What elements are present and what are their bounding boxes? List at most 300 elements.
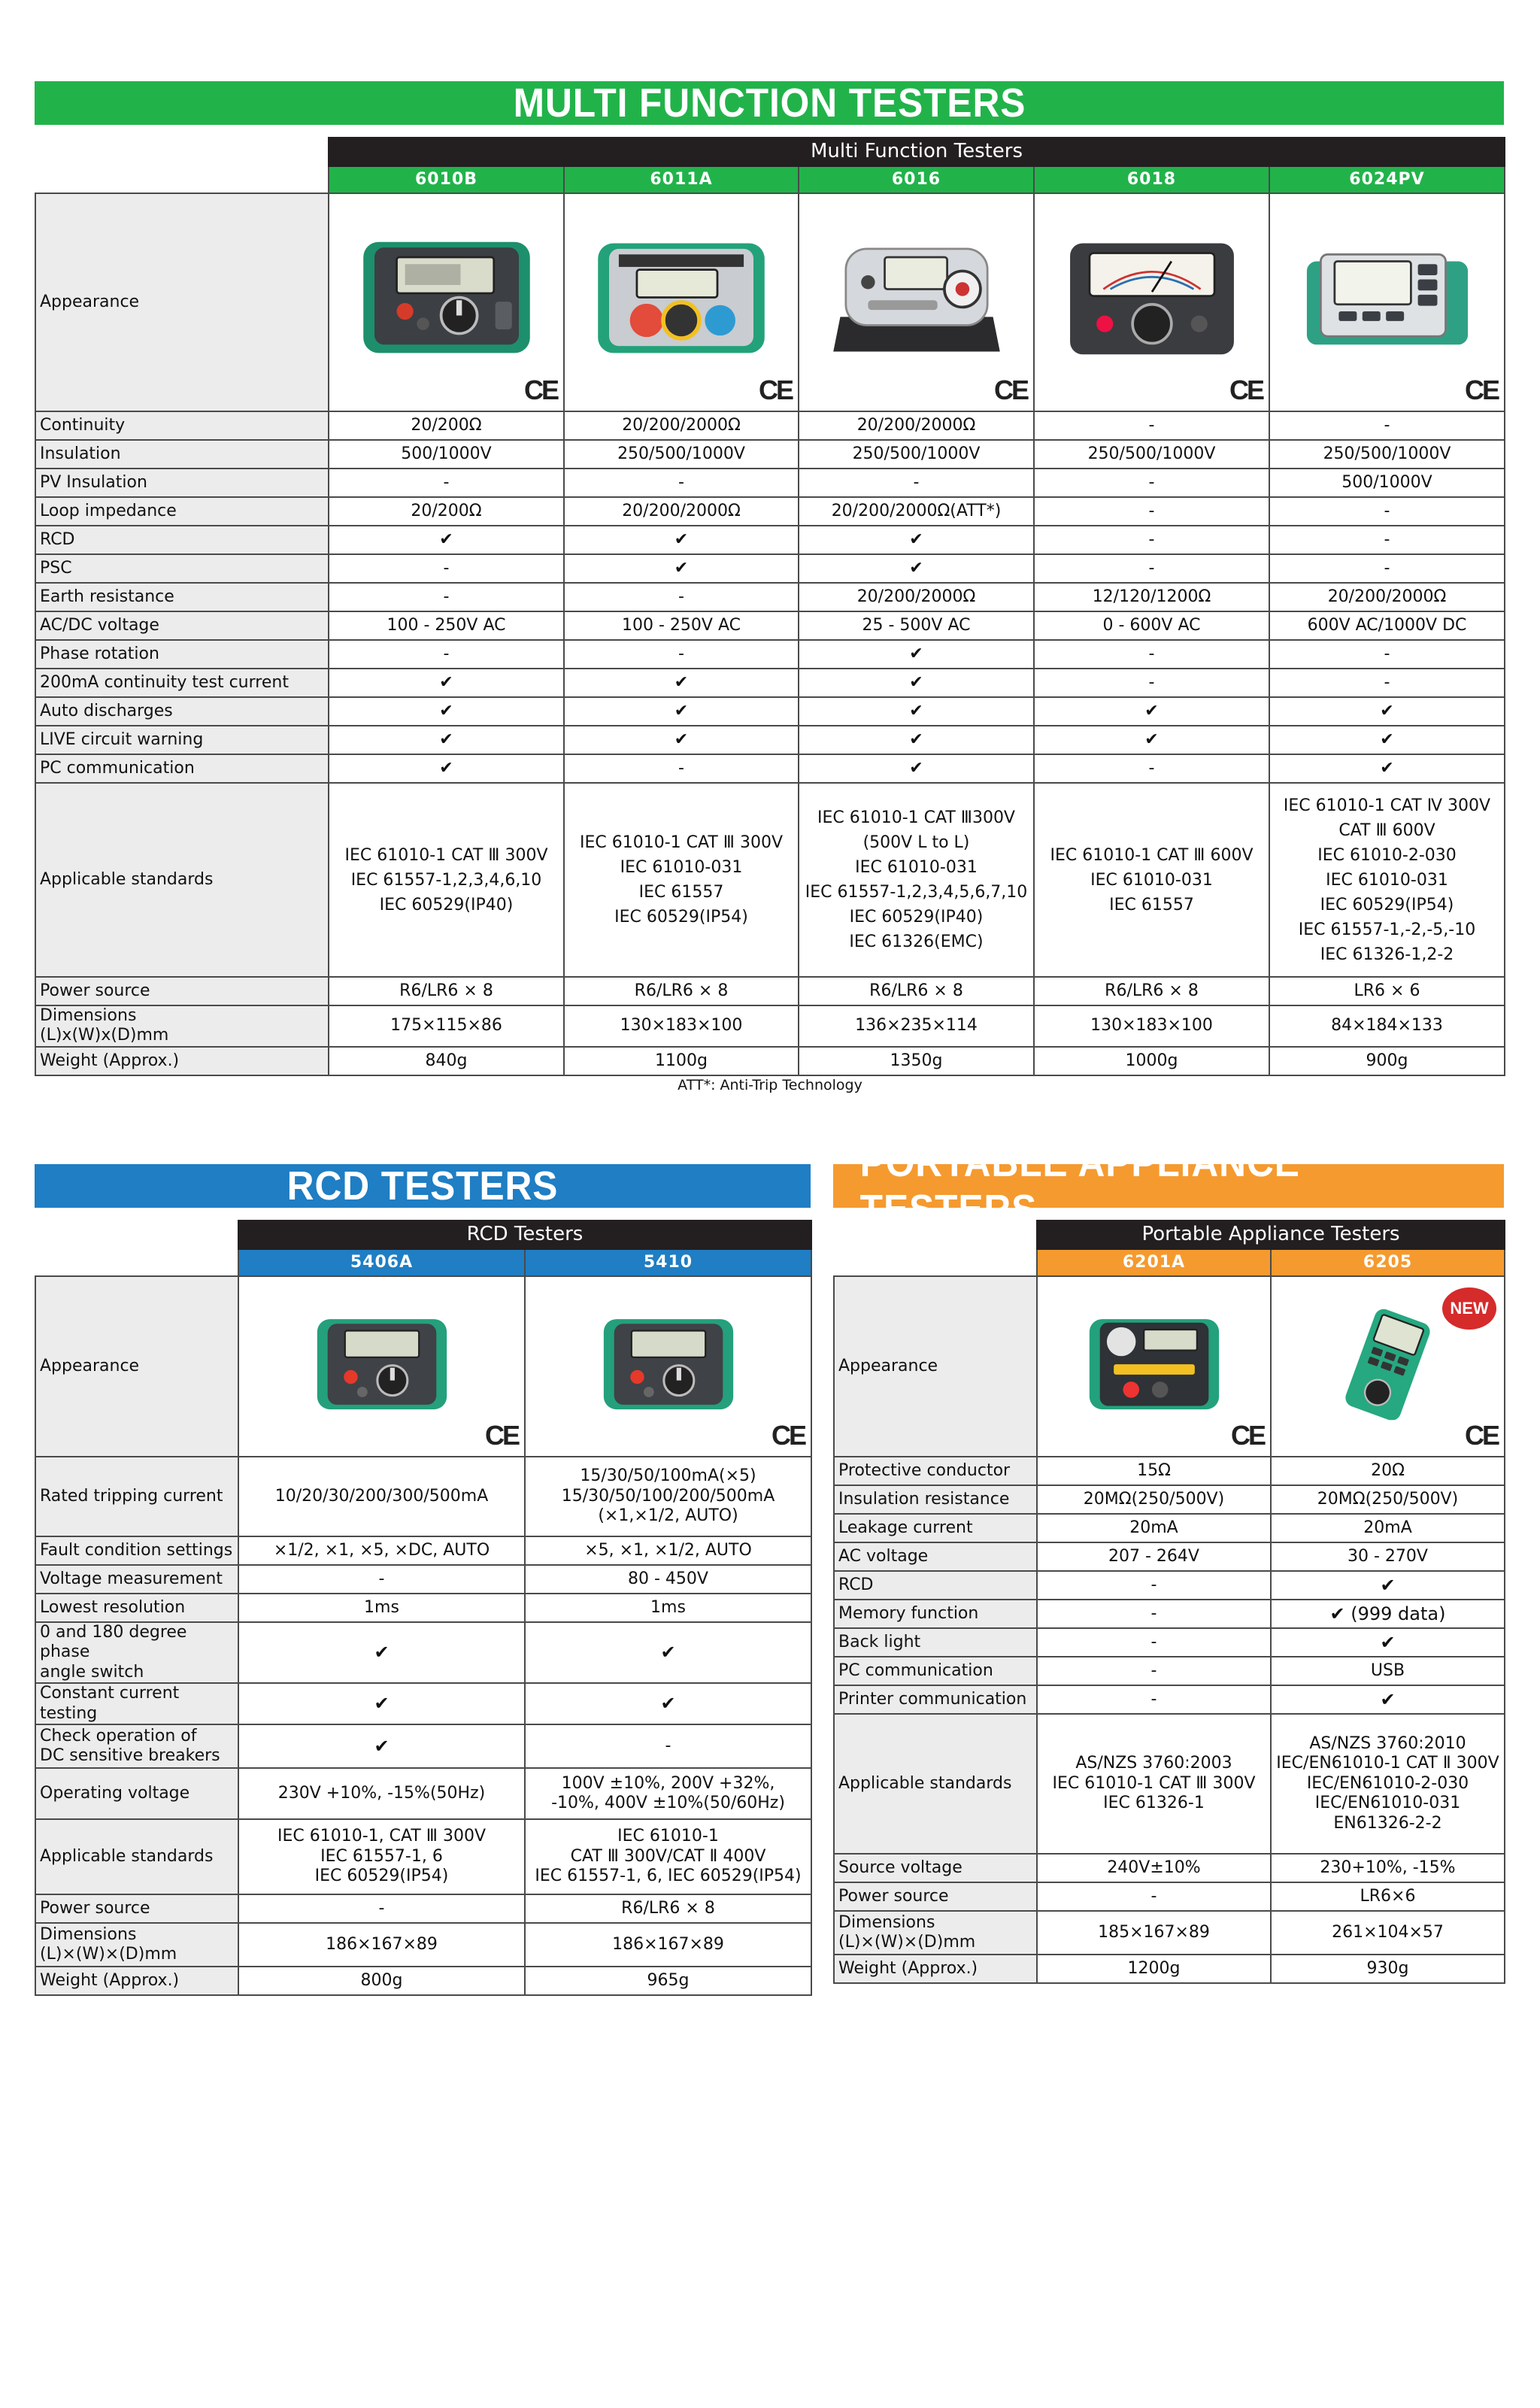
spec-row <box>834 1854 1505 1882</box>
cell-line: - <box>378 1569 385 1588</box>
cell-line: ✔ <box>660 1693 676 1715</box>
spec-value <box>1271 1485 1505 1514</box>
header-spacer <box>35 138 329 166</box>
cell-line: 20mA <box>1363 1518 1412 1537</box>
row-label <box>834 1911 1037 1955</box>
spec-row <box>35 1683 811 1724</box>
product-photo-5410 <box>593 1307 744 1425</box>
row-label: Appearance <box>35 193 329 411</box>
spec-value: 20/200/2000Ω <box>564 411 799 440</box>
cell-line: - <box>665 1736 671 1755</box>
spec-value <box>1037 1685 1271 1714</box>
spec-value: ✔ <box>799 726 1034 754</box>
cell-line: 15Ω <box>1137 1460 1171 1480</box>
appearance-row <box>35 1276 811 1457</box>
spec-value: - <box>564 583 799 611</box>
spec-value: - <box>1034 497 1269 526</box>
product-image-cell <box>799 193 1034 411</box>
row-label: LIVE circuit warning <box>35 726 329 754</box>
spec-row <box>834 1571 1505 1600</box>
row-label: Applicable standards <box>35 783 329 977</box>
product-photo-6011a <box>591 232 772 372</box>
spec-row <box>35 640 1505 669</box>
cell-line: 230+10%, -15% <box>1320 1858 1456 1877</box>
cell-line: (500V L to L) <box>862 833 970 852</box>
cell-line: LR6×6 <box>1360 1886 1416 1906</box>
spec-value: ✔ <box>799 697 1034 726</box>
cell-line: IEC 61557-1,-2,-5,-10 <box>1298 920 1476 939</box>
spec-value: 250/500/1000V <box>1034 440 1269 469</box>
spec-value <box>525 1594 811 1622</box>
spec-row <box>35 1768 811 1819</box>
model-6205: 6205 <box>1271 1249 1505 1276</box>
cell-line: ✔ <box>1380 1688 1396 1710</box>
row-label <box>35 1923 238 1967</box>
spec-value: ✔ <box>799 526 1034 554</box>
cell-line: 20MΩ(250/500V) <box>1083 1489 1225 1509</box>
row-label: Back light <box>834 1628 1037 1657</box>
cell-line: IEC 61010-031 <box>620 858 743 877</box>
spec-value <box>525 1536 811 1565</box>
product-image-cell <box>564 193 799 411</box>
spec-value: - <box>1269 554 1505 583</box>
spec-value: - <box>1034 411 1269 440</box>
product-image-cell <box>1037 1276 1271 1457</box>
cell-line: IEC 61557 <box>1109 895 1194 914</box>
row-label: PC communication <box>834 1657 1037 1685</box>
cell-line: 1ms <box>650 1597 686 1617</box>
row-label-line: Dimensions <box>838 1912 935 1932</box>
row-label-line: (L)x(W)x(D)mm <box>40 1026 169 1045</box>
table-title: Portable Appliance Testers <box>1037 1221 1505 1249</box>
spec-value <box>1271 1714 1505 1854</box>
spec-value: ✔ <box>564 726 799 754</box>
spec-value: 175×115×86 <box>329 1005 564 1047</box>
header-row <box>35 138 1505 166</box>
model-6024pv: 6024PV <box>1269 166 1505 193</box>
spec-value <box>238 1967 525 1995</box>
spec-value: ✔ <box>799 640 1034 669</box>
spec-row <box>35 469 1505 497</box>
spec-row <box>834 1542 1505 1571</box>
appearance-row <box>834 1276 1505 1457</box>
ce-mark-icon: CE <box>484 1419 518 1451</box>
cell-line: - <box>378 1898 385 1918</box>
spec-value <box>1271 1600 1505 1628</box>
cell-line: - <box>1150 1632 1157 1651</box>
cell-line: IEC 60529(IP54) <box>614 908 748 927</box>
row-label: PC communication <box>35 754 329 783</box>
spec-value <box>329 783 564 977</box>
spec-value <box>238 1724 525 1768</box>
spec-value: ✔ <box>799 554 1034 583</box>
cell-line: ✔ <box>374 1642 390 1663</box>
spec-row <box>35 526 1505 554</box>
spec-row <box>35 583 1505 611</box>
spec-value <box>1271 1657 1505 1685</box>
spec-value <box>1037 1542 1271 1571</box>
row-label: Weight (Approx.) <box>35 1967 238 1995</box>
spec-value: 100 - 250V AC <box>329 611 564 640</box>
spec-value <box>525 1967 811 1995</box>
row-label: Printer communication <box>834 1685 1037 1714</box>
spec-row <box>35 611 1505 640</box>
product-image-cell <box>525 1276 811 1457</box>
spec-value <box>238 1768 525 1819</box>
spec-value: 20/200/2000Ω <box>564 497 799 526</box>
spec-value: ✔ <box>329 526 564 554</box>
cell-line: ✔ <box>660 1642 676 1663</box>
cell-line: IEC 61010-1 CAT Ⅲ 300V <box>344 845 548 865</box>
rcd-spec-table <box>35 1220 812 1996</box>
spec-value: 500/1000V <box>329 440 564 469</box>
row-label: Insulation <box>35 440 329 469</box>
model-spacer <box>35 166 329 193</box>
spec-value <box>238 1622 525 1683</box>
cell-line: IEC 61010-2-030 <box>1317 845 1457 865</box>
spec-row <box>35 440 1505 469</box>
spec-value <box>1271 1911 1505 1955</box>
cell-line: 100V ±10%, 200V +32%, <box>561 1773 775 1793</box>
product-photo-6018 <box>1062 232 1242 372</box>
spec-value: - <box>1269 669 1505 697</box>
spec-value <box>525 1683 811 1724</box>
cell-line: 30 - 270V <box>1348 1546 1428 1566</box>
row-label <box>35 1724 238 1768</box>
spec-value <box>1037 1714 1271 1854</box>
spec-row <box>35 1894 811 1923</box>
spec-value: - <box>329 583 564 611</box>
spec-value <box>238 1536 525 1565</box>
row-label: Appearance <box>834 1276 1037 1457</box>
spec-row <box>35 1457 811 1536</box>
spec-value: ✔ <box>564 697 799 726</box>
spec-value: - <box>1034 554 1269 583</box>
spec-row <box>834 1955 1505 1983</box>
spec-row <box>35 669 1505 697</box>
row-label: Continuity <box>35 411 329 440</box>
row-label: Appearance <box>35 1276 238 1457</box>
spec-row <box>35 1967 811 1995</box>
spec-value: 130×183×100 <box>564 1005 799 1047</box>
spec-value: 900g <box>1269 1047 1505 1075</box>
mft-banner-title: MULTI FUNCTION TESTERS <box>513 80 1026 126</box>
cell-line: -10%, 400V ±10%(50/60Hz) <box>551 1793 785 1812</box>
ce-mark-icon: CE <box>1464 374 1498 405</box>
spec-value: - <box>1269 497 1505 526</box>
spec-value <box>238 1894 525 1923</box>
spec-value: 1100g <box>564 1047 799 1075</box>
row-label: 200mA continuity test current <box>35 669 329 697</box>
spec-value: - <box>1269 640 1505 669</box>
spec-value <box>1269 783 1505 977</box>
cell-line: IEC 61326-1,2-2 <box>1320 945 1454 964</box>
model-6011a: 6011A <box>564 166 799 193</box>
cell-line: - <box>1150 1689 1157 1709</box>
cell-line: IEC 61557-1,2,3,4,6,10 <box>350 870 542 890</box>
spec-row <box>35 497 1505 526</box>
row-label: Insulation resistance <box>834 1485 1037 1514</box>
spec-value: 1000g <box>1034 1047 1269 1075</box>
spec-row <box>35 1594 811 1622</box>
row-label-line: 0 and 180 degree phase <box>40 1623 187 1662</box>
cell-line: ✔ <box>374 1735 390 1757</box>
cell-line: IEC 60529(IP54) <box>314 1867 449 1886</box>
row-label: Auto discharges <box>35 697 329 726</box>
spec-value: - <box>1269 526 1505 554</box>
ce-mark-icon: CE <box>993 374 1027 405</box>
row-label: Memory function <box>834 1600 1037 1628</box>
spec-value: 840g <box>329 1047 564 1075</box>
product-photo-6024pv <box>1297 232 1478 372</box>
spec-value: ✔ <box>1034 726 1269 754</box>
spec-value: ✔ <box>799 754 1034 783</box>
model-spacer <box>35 1249 238 1276</box>
spec-value <box>1271 1882 1505 1911</box>
model-6010b: 6010B <box>329 166 564 193</box>
spec-value: R6/LR6 × 8 <box>329 977 564 1005</box>
spec-row <box>834 1685 1505 1714</box>
spec-value: 20/200/2000Ω <box>799 583 1034 611</box>
product-photo-6010b <box>356 232 537 372</box>
cell-line: - <box>1150 1886 1157 1906</box>
cell-line: CAT Ⅲ 600V <box>1338 820 1435 840</box>
cell-line: ✔ <box>1380 1631 1396 1653</box>
spec-value: - <box>329 640 564 669</box>
spec-value: - <box>564 640 799 669</box>
spec-value: ✔ <box>329 726 564 754</box>
spec-value: R6/LR6 × 8 <box>564 977 799 1005</box>
cell-line: IEC 61557-1,2,3,4,5,6,7,10 <box>805 883 1028 902</box>
cell-line: ×5, ×1, ×1/2, AUTO <box>584 1540 752 1560</box>
spec-row <box>834 1485 1505 1514</box>
spec-row <box>35 977 1505 1005</box>
cell-line: EN61326-2-2 <box>1333 1813 1442 1833</box>
spec-row <box>35 726 1505 754</box>
spec-value <box>1037 1571 1271 1600</box>
ce-mark-icon: CE <box>771 1419 805 1451</box>
cell-line: 20mA <box>1129 1518 1178 1537</box>
spec-value: 1350g <box>799 1047 1034 1075</box>
product-image-cell <box>1271 1276 1505 1457</box>
model-6016: 6016 <box>799 166 1034 193</box>
spec-value: - <box>1034 669 1269 697</box>
cell-line: 15/30/50/100/200/500mA <box>561 1486 775 1506</box>
spec-value: ✔ <box>564 669 799 697</box>
spec-value <box>525 1768 811 1819</box>
spec-value: - <box>1034 754 1269 783</box>
row-label <box>35 1622 238 1683</box>
rcd-banner-title: RCD TESTERS <box>286 1163 559 1209</box>
cell-line: CAT Ⅲ 300V/CAT Ⅱ 400V <box>570 1846 766 1866</box>
spec-value: 250/500/1000V <box>564 440 799 469</box>
cell-line: - <box>1150 1575 1157 1594</box>
spec-value <box>1271 1514 1505 1542</box>
spec-value: 25 - 500V AC <box>799 611 1034 640</box>
cell-line: 965g <box>647 1970 690 1990</box>
row-label: Earth resistance <box>35 583 329 611</box>
row-label: Leakage current <box>834 1514 1037 1542</box>
row-label: Loop impedance <box>35 497 329 526</box>
cell-line: R6/LR6 × 8 <box>621 1898 715 1918</box>
cell-line: 230V +10%, -15%(50Hz) <box>277 1783 486 1803</box>
spec-value: 12/120/1200Ω <box>1034 583 1269 611</box>
spec-value: ✔ <box>564 526 799 554</box>
spec-value <box>1037 1457 1271 1485</box>
spec-value <box>1034 783 1269 977</box>
ce-mark-icon: CE <box>758 374 792 405</box>
spec-value: 20/200Ω <box>329 411 564 440</box>
spec-value <box>525 1923 811 1967</box>
spec-row <box>35 754 1505 783</box>
spec-value: 600V AC/1000V DC <box>1269 611 1505 640</box>
spec-row <box>834 1882 1505 1911</box>
row-label: Weight (Approx.) <box>834 1955 1037 1983</box>
row-label: Rated tripping current <box>35 1457 238 1536</box>
mft-banner <box>35 81 1504 125</box>
spec-value <box>525 1819 811 1894</box>
pat-banner-title: PORTABLE APPLIANCE TESTERS <box>859 1140 1300 1232</box>
cell-line: IEC 61557-1, 6 <box>320 1846 443 1866</box>
cell-line: 261×104×57 <box>1332 1922 1444 1942</box>
cell-line: 240V±10% <box>1107 1858 1201 1877</box>
spec-value: ✔ <box>564 554 799 583</box>
new-badge-icon: NEW <box>1442 1287 1496 1330</box>
spec-value: 250/500/1000V <box>799 440 1034 469</box>
spec-value <box>525 1622 811 1683</box>
header-spacer <box>35 1221 238 1249</box>
row-label: Phase rotation <box>35 640 329 669</box>
spec-value: ✔ <box>799 669 1034 697</box>
spec-value: 130×183×100 <box>1034 1005 1269 1047</box>
cell-line: (×1,×1/2, AUTO) <box>598 1506 738 1526</box>
spec-value <box>1037 1955 1271 1983</box>
spec-row <box>35 1565 811 1594</box>
cell-line: IEC 61010-1, CAT Ⅲ 300V <box>277 1827 486 1846</box>
cell-line: 930g <box>1366 1958 1409 1978</box>
cell-line: 20MΩ(250/500V) <box>1317 1489 1459 1509</box>
spec-value <box>1037 1485 1271 1514</box>
cell-line: 20Ω <box>1371 1460 1405 1480</box>
spec-value <box>238 1565 525 1594</box>
spec-value <box>1037 1600 1271 1628</box>
ce-mark-icon: CE <box>1465 1419 1499 1451</box>
spec-row <box>834 1600 1505 1628</box>
cell-line: 1200g <box>1127 1958 1181 1978</box>
spec-value <box>525 1724 811 1768</box>
row-label: Power source <box>35 1894 238 1923</box>
spec-value <box>1037 1854 1271 1882</box>
cell-line: IEC/EN61010-1 CAT Ⅱ 300V <box>1276 1754 1499 1773</box>
cell-line: AS/NZS 3760:2003 <box>1075 1754 1232 1773</box>
spec-value <box>1271 1955 1505 1983</box>
spec-value: - <box>564 469 799 497</box>
row-label: Constant current testing <box>35 1683 238 1724</box>
row-label <box>35 1005 329 1047</box>
model-row <box>35 1249 811 1276</box>
table-title: RCD Testers <box>238 1221 811 1249</box>
product-image-cell <box>238 1276 525 1457</box>
spec-value: ✔ <box>329 669 564 697</box>
spec-value <box>238 1923 525 1967</box>
model-5410: 5410 <box>525 1249 811 1276</box>
spec-row <box>834 1628 1505 1657</box>
row-label: Weight (Approx.) <box>35 1047 329 1075</box>
cell-line: 10/20/30/200/300/500mA <box>274 1486 489 1506</box>
header-row <box>834 1221 1505 1249</box>
row-label-line: (L)×(W)×(D)mm <box>40 1944 177 1964</box>
cell-line: AS/NZS 3760:2010 <box>1309 1734 1466 1754</box>
product-image-cell <box>1034 193 1269 411</box>
spec-value: ✔ <box>1269 754 1505 783</box>
cell-line: IEC 61326-1 <box>1103 1794 1205 1813</box>
spec-value: ✔ <box>1034 697 1269 726</box>
spec-value: LR6 × 6 <box>1269 977 1505 1005</box>
spec-value <box>525 1457 811 1536</box>
spec-value <box>799 783 1034 977</box>
spec-value <box>525 1565 811 1594</box>
spec-value <box>1037 1657 1271 1685</box>
cell-line: IEC 61557 <box>638 883 724 902</box>
spec-row <box>35 1005 1505 1047</box>
spec-value: 100 - 250V AC <box>564 611 799 640</box>
appearance-row <box>35 193 1505 411</box>
spec-value <box>1271 1571 1505 1600</box>
cell-line: IEC/EN61010-2-030 <box>1306 1773 1469 1793</box>
cell-line: ×1/2, ×1, ×5, ×DC, AUTO <box>273 1540 490 1560</box>
pat-banner <box>833 1140 1504 1232</box>
cell-line: 185×167×89 <box>1098 1922 1210 1942</box>
row-label-line: Check operation of <box>40 1726 197 1745</box>
spec-row <box>35 1622 811 1683</box>
spec-value: - <box>329 469 564 497</box>
row-label: Applicable standards <box>834 1714 1037 1854</box>
spec-value: ✔ <box>1269 726 1505 754</box>
header-row <box>35 1221 811 1249</box>
product-photo-6205 <box>1313 1307 1463 1425</box>
product-image-cell <box>1269 193 1505 411</box>
cell-line: IEC 60529(IP40) <box>849 908 984 927</box>
spec-value <box>1037 1911 1271 1955</box>
spec-value: - <box>564 754 799 783</box>
spec-value <box>238 1457 525 1536</box>
model-6018: 6018 <box>1034 166 1269 193</box>
row-label: Source voltage <box>834 1854 1037 1882</box>
cell-line: IEC 60529(IP54) <box>1320 895 1454 914</box>
spec-value: R6/LR6 × 8 <box>799 977 1034 1005</box>
header-spacer <box>834 1221 1037 1249</box>
spec-value <box>564 783 799 977</box>
cell-line: IEC 61010-1 CAT Ⅲ 300V <box>580 833 783 852</box>
cell-line: 80 - 450V <box>628 1569 708 1588</box>
cell-line: IEC 61010-1 CAT Ⅲ 600V <box>1050 845 1254 865</box>
row-label-line: (L)×(W)×(D)mm <box>838 1933 976 1952</box>
row-label: Fault condition settings <box>35 1536 238 1565</box>
cell-line: IEC 61010-031 <box>855 858 978 877</box>
spec-value: ✔ <box>1269 697 1505 726</box>
row-label-line: Dimensions <box>40 1924 137 1944</box>
spec-value <box>1037 1514 1271 1542</box>
row-label: Applicable standards <box>35 1819 238 1894</box>
cell-line: - <box>1150 1660 1157 1680</box>
cell-line: IEC/EN61010-031 <box>1314 1794 1461 1813</box>
cell-line: USB <box>1370 1660 1405 1680</box>
table-title: Multi Function Testers <box>329 138 1505 166</box>
spec-value: - <box>1269 411 1505 440</box>
cell-line: IEC 61557-1, 6, IEC 60529(IP54) <box>535 1867 802 1886</box>
spec-value <box>1037 1628 1271 1657</box>
cell-line: 800g <box>360 1970 403 1990</box>
